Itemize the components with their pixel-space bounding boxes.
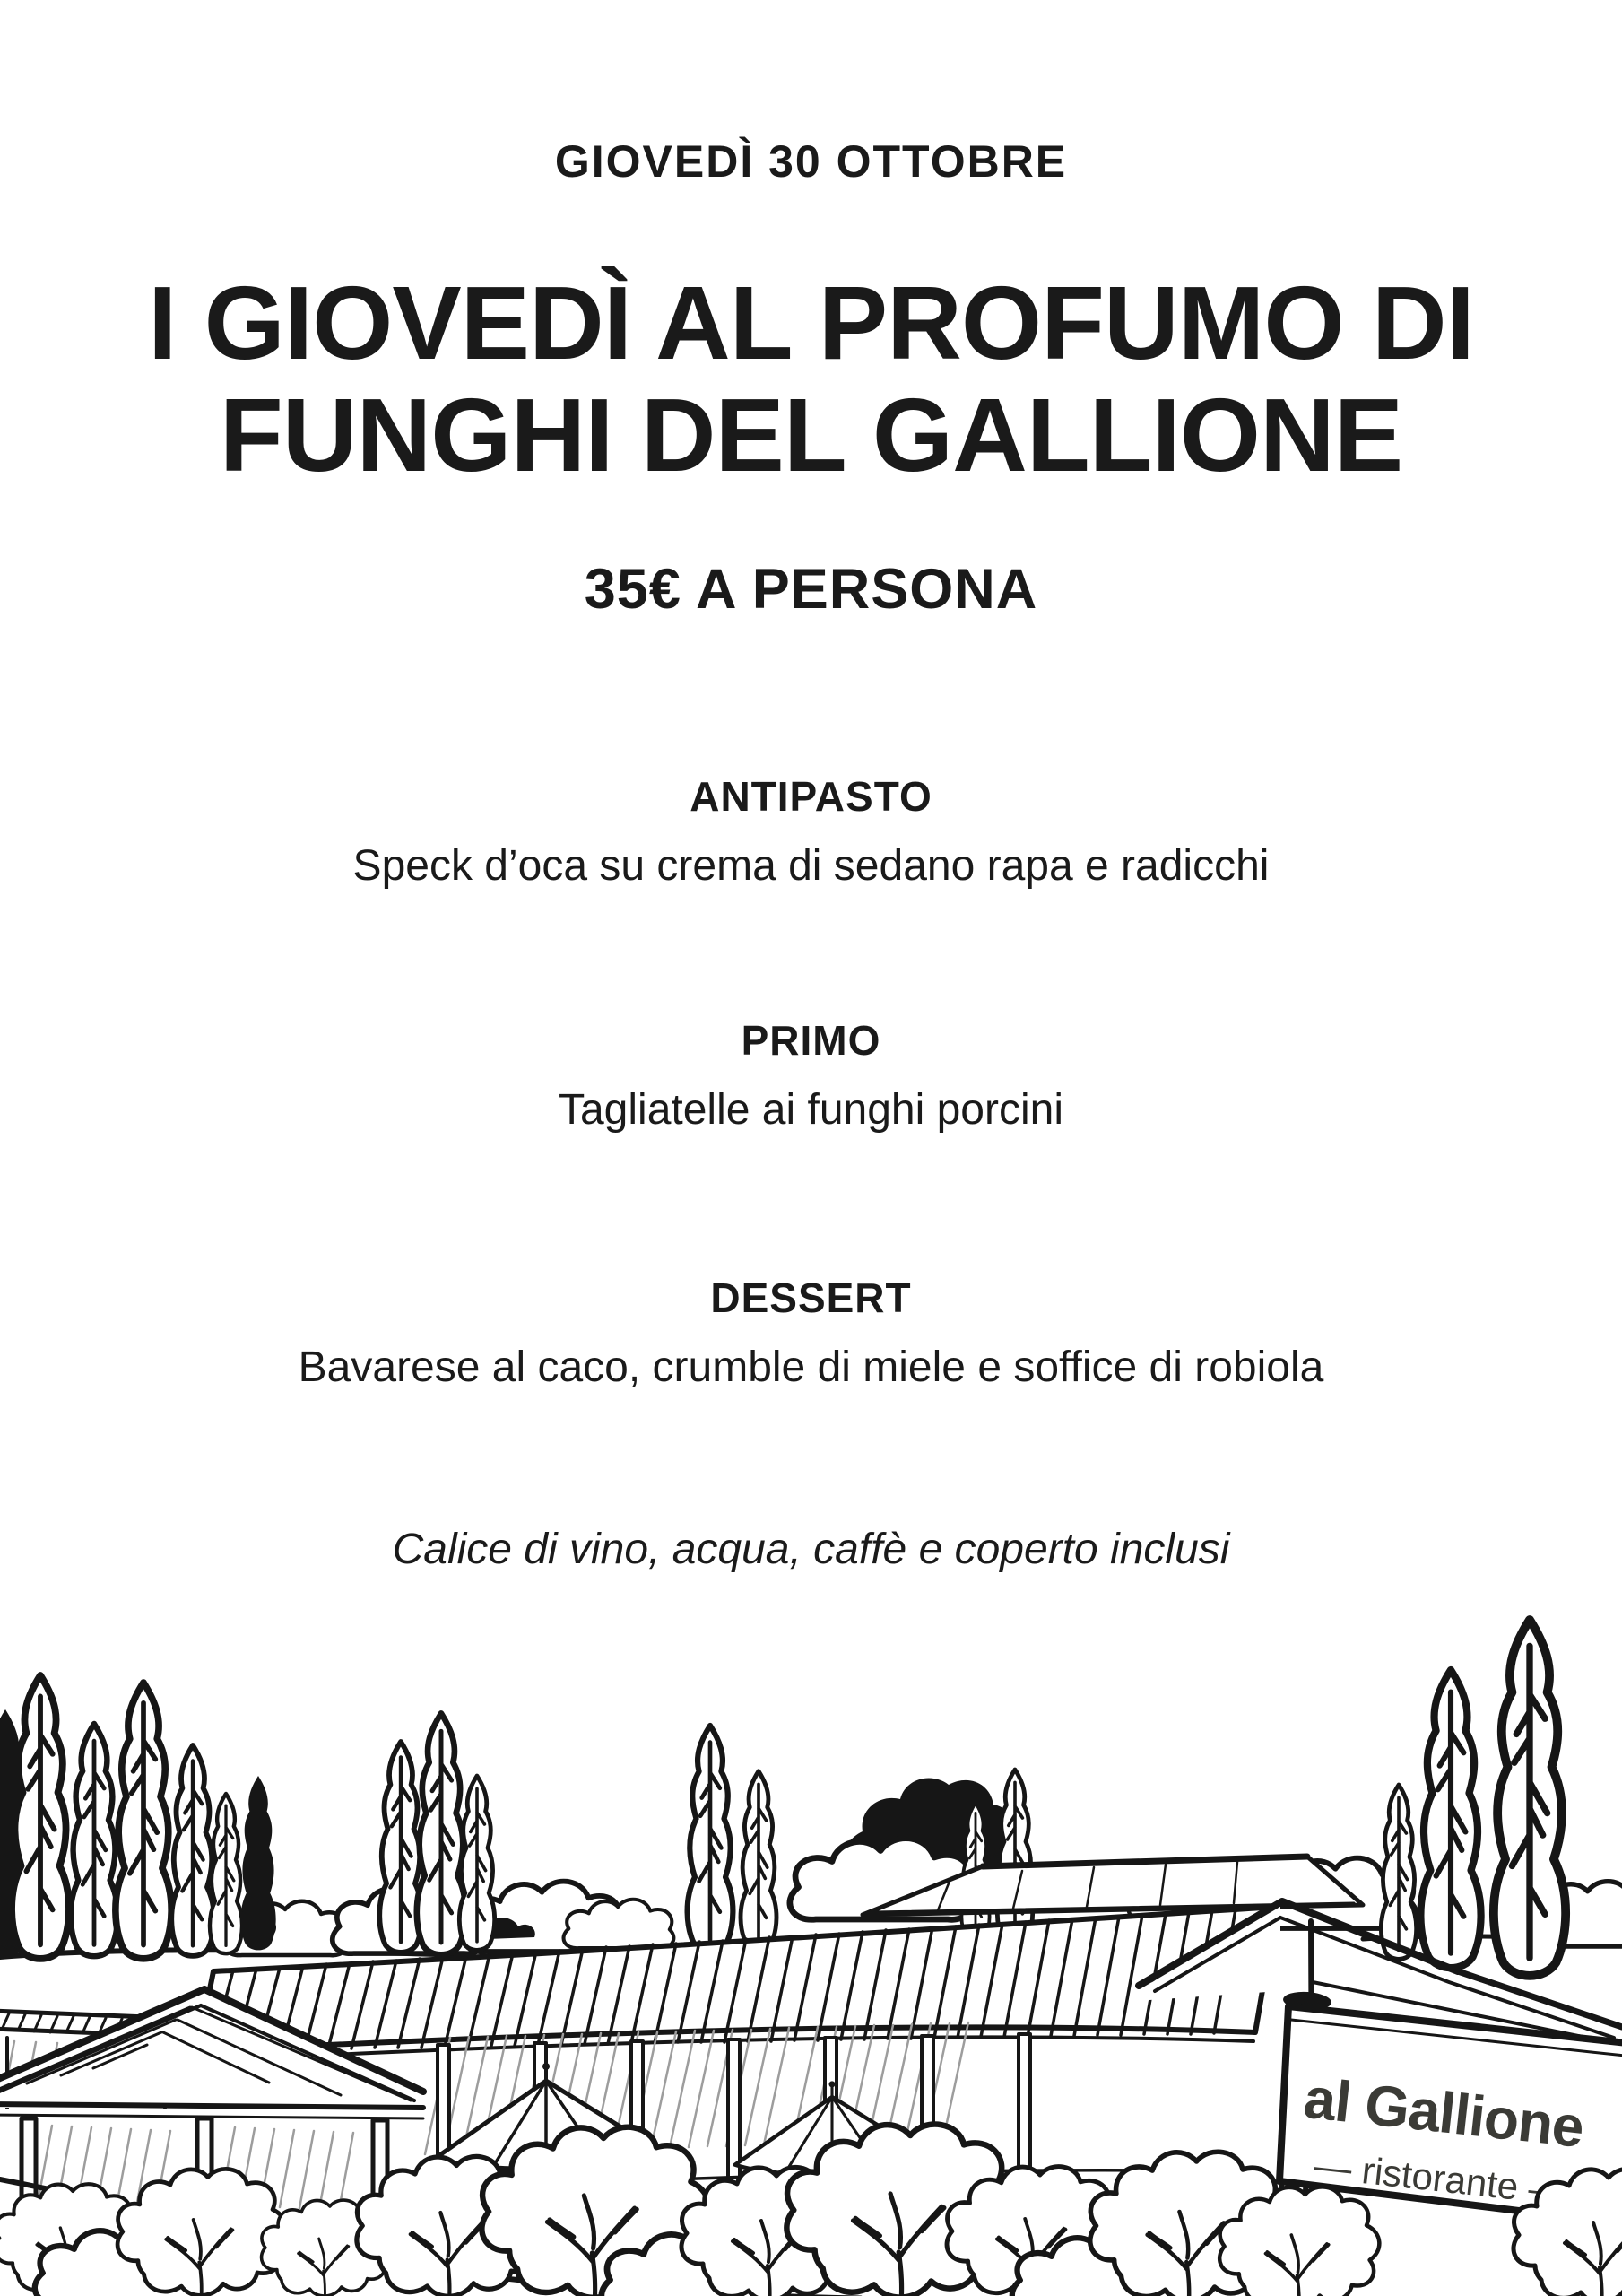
title-line-2: FUNGHI DEL GALLIONE [219, 377, 1403, 494]
course-dish-primo: Tagliatelle ai funghi porcini [558, 1086, 1063, 1134]
menu-date: GIOVEDÌ 30 OTTOBRE [554, 136, 1068, 187]
course-label-dessert: DESSERT [710, 1274, 912, 1321]
title-line-1: I GIOVEDÌ AL PROFUMO DI [148, 265, 1474, 381]
sign-name-text: al Gallione [1300, 2065, 1587, 2161]
cypress-trees-right [1381, 1620, 1566, 1976]
sign-subtitle-text: — ristorante — [1312, 2144, 1569, 2213]
menu-note: Calice di vino, acqua, caffè e coperto inclusi [392, 1526, 1230, 1573]
cypress-trees-left [0, 1675, 276, 1959]
course-primo [0, 1017, 1622, 1134]
course-dish-dessert: Bavarese al caco, crumble di miele e soffice di robiola [298, 1344, 1324, 1391]
course-dish-antipasto: Speck d’oca su crema di sedano rapa e radicchi [352, 842, 1270, 890]
menu-title [0, 267, 1622, 492]
course-label-antipasto: ANTIPASTO [690, 773, 932, 820]
course-antipasto [0, 773, 1622, 890]
restaurant-illustration [0, 1605, 1622, 2296]
course-label-primo: PRIMO [741, 1017, 881, 1064]
menu-price: 35€ A PERSONA [584, 558, 1038, 621]
course-dessert [0, 1274, 1622, 1391]
